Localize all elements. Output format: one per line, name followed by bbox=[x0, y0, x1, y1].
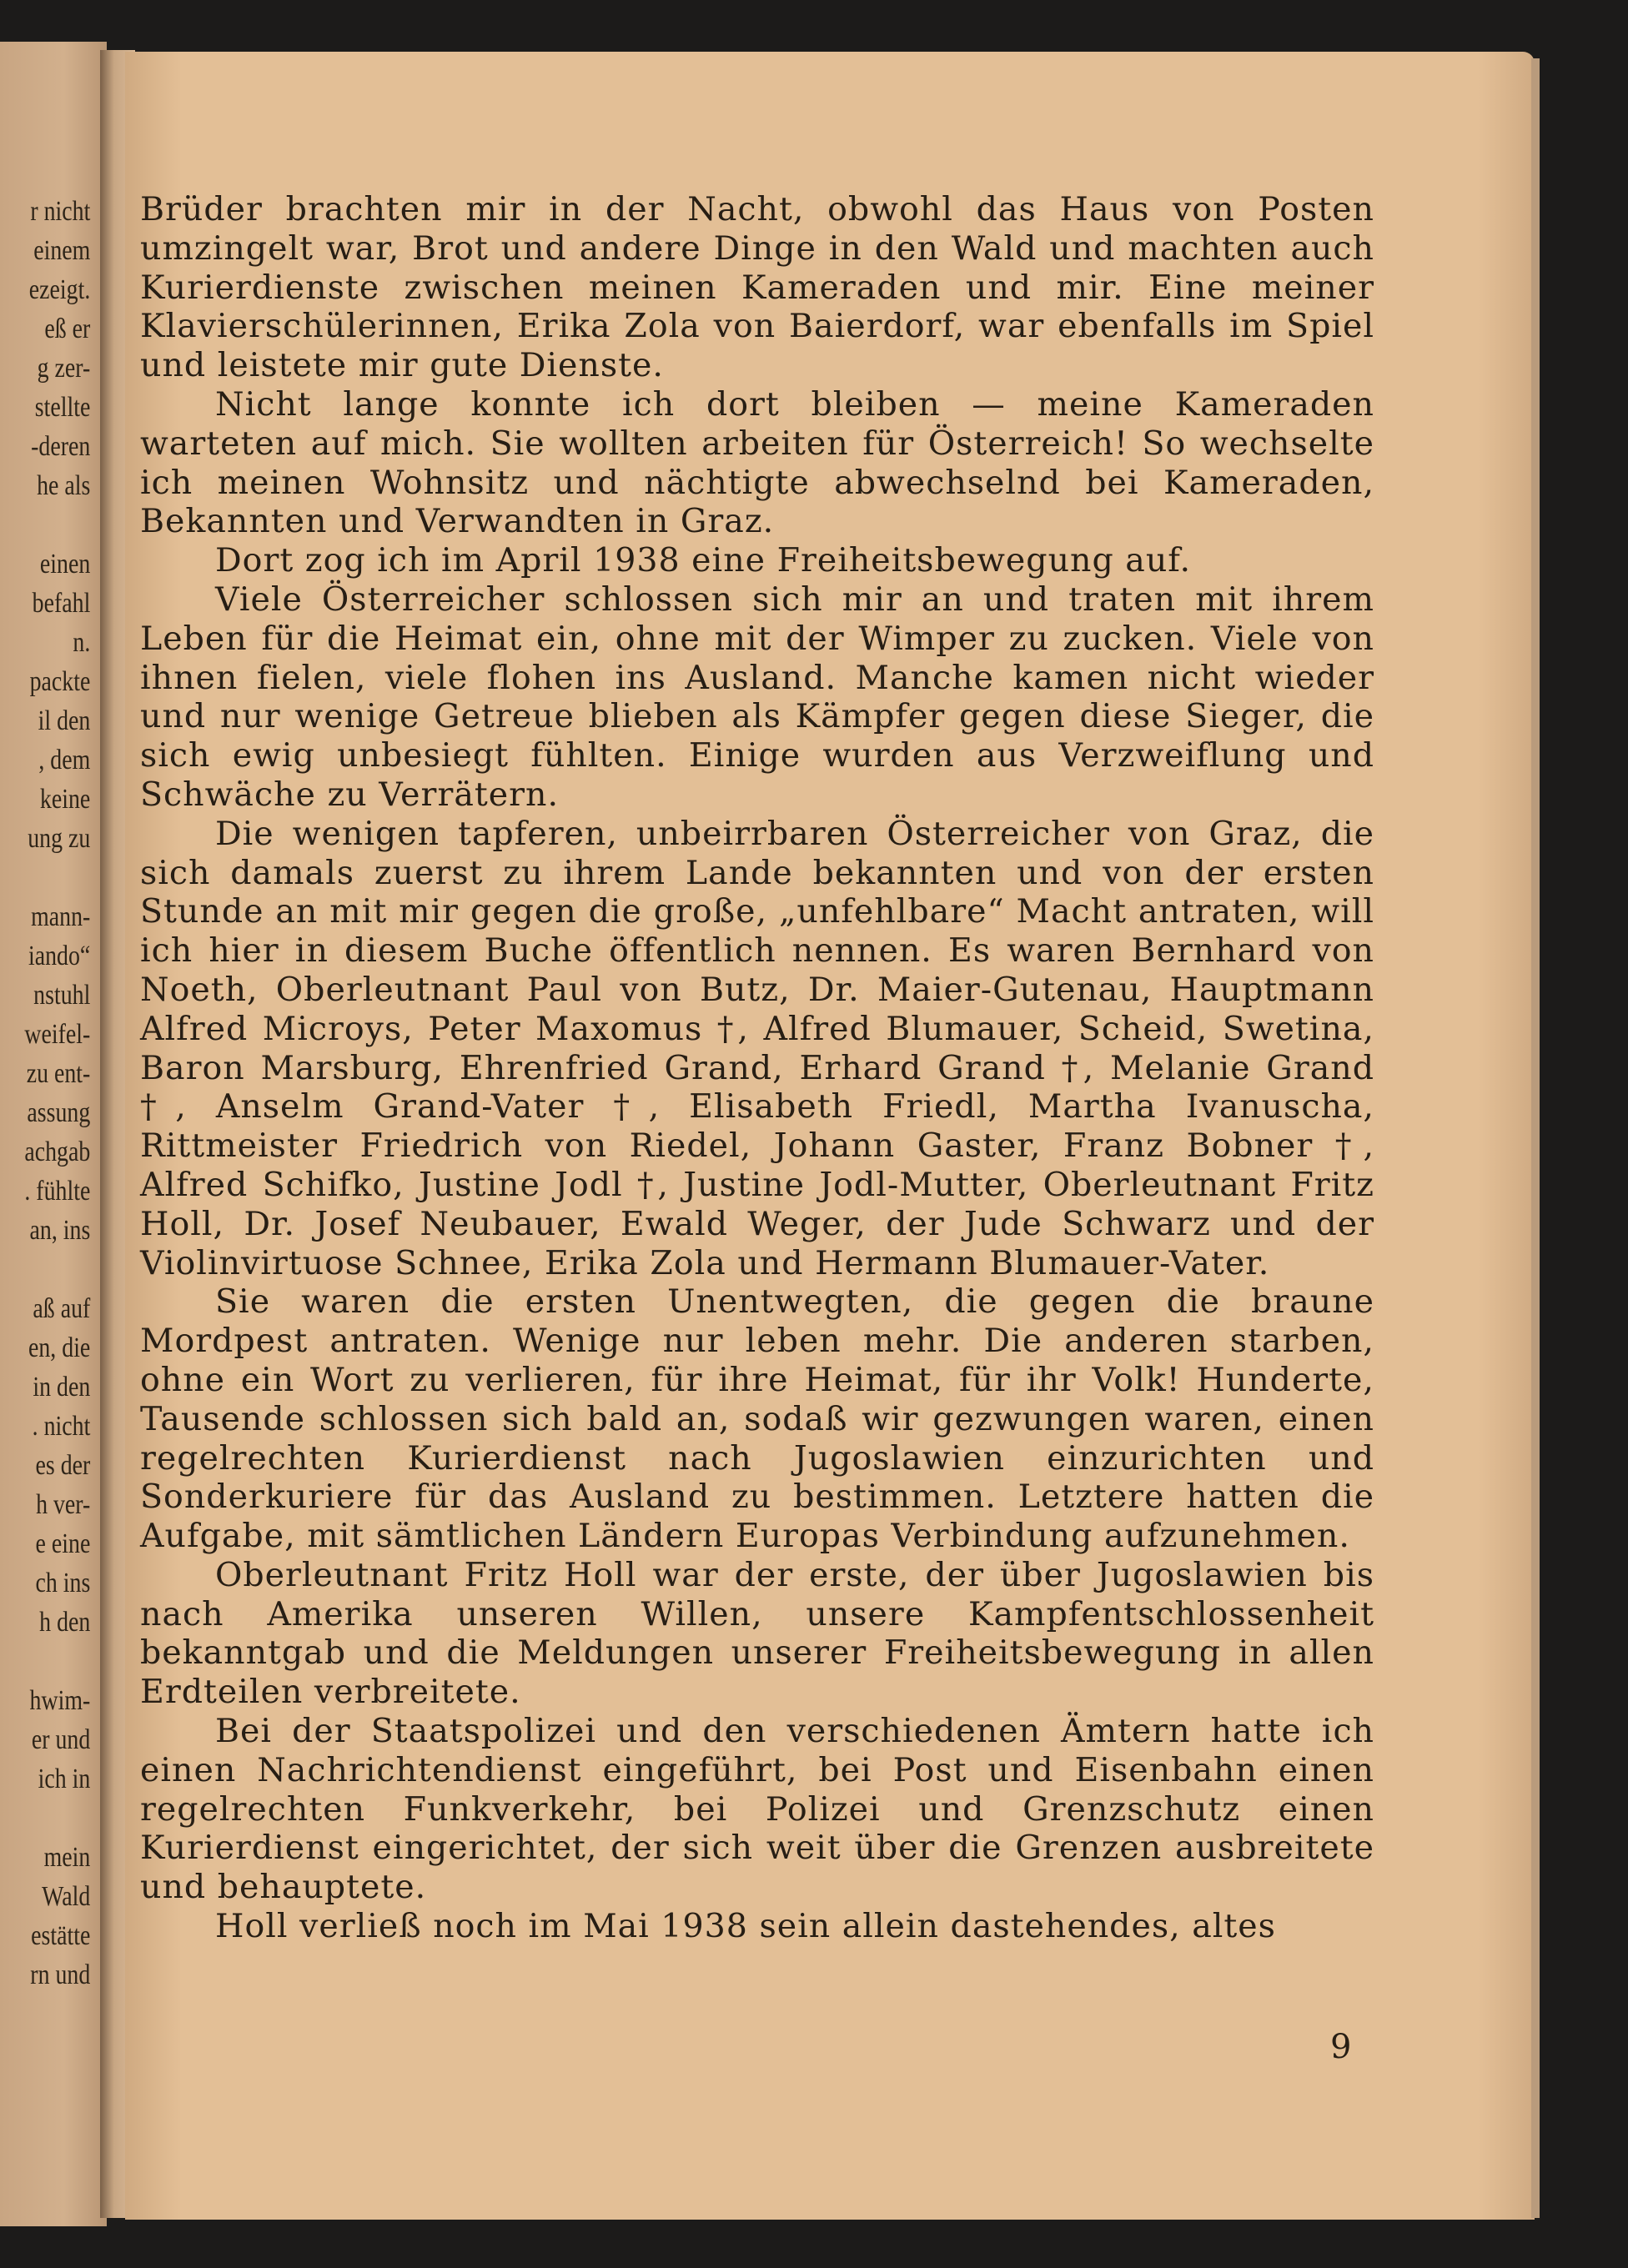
left-page-line: zu ent- bbox=[26, 1058, 91, 1089]
left-page-line: einem bbox=[33, 235, 91, 266]
left-page-line: g zer- bbox=[37, 353, 91, 384]
left-page-line: -deren bbox=[31, 431, 91, 462]
left-facing-page bbox=[0, 42, 107, 2226]
left-page-line: packte bbox=[29, 666, 91, 697]
paragraph-4: Viele Österreicher schlossen sich mir an und traten mit ihrem Leben für die Heimat ein, ohne mit der Wimper zu zucken. Viele von ihnen fielen, viele flohen ins Ausland. Manche kamen nicht wieder und nur wenige Getreue blieben als Kämpfer gegen diese Sieger, die sich ewig unbesiegt fühlten. Einige wurden aus Verzweiflung und Schwäche zu Verrätern. bbox=[140, 580, 1374, 814]
page-text bbox=[140, 190, 1374, 1946]
left-page-line: er und bbox=[31, 1724, 91, 1755]
left-page-line: . fühlte bbox=[24, 1176, 91, 1207]
page-edge bbox=[1531, 58, 1540, 2218]
left-page-line: Wald bbox=[42, 1881, 91, 1912]
left-page-line: einen bbox=[39, 549, 91, 580]
left-page-line: il den bbox=[38, 705, 91, 736]
paragraph-1: Brüder brachten mir in der Nacht, obwohl das Haus von Posten umzingelt war, Brot und andere Dinge in den Wald und machten auch Kurierdienste zwischen meinen Kameraden und mir. Eine meiner Klavierschülerinnen, Erika Zola von Baierdorf, war ebenfalls im Spiel und leistete mir gute Dienste. bbox=[140, 190, 1374, 385]
left-page-line: assung bbox=[27, 1097, 91, 1128]
paragraph-6: Sie waren die ersten Unentwegten, die gegen die braune Mordpest antraten. Wenige nur leben mehr. Die anderen starben, ohne ein Wort zu verlieren, für ihre Heimat, für ihr Volk! Hunderte, Tausende schlossen sich bald an, sodaß wir gezwungen waren, einen regelrechten Kurierdienst nach Jugoslawien einzurichten und Sonderkuriere für das Ausland zu bestimmen. Letztere hatten die Aufgabe, mit sämtlichen Ländern Europas Verbindung aufzunehmen. bbox=[140, 1282, 1374, 1556]
left-page-line: n. bbox=[73, 627, 91, 658]
paragraph-8: Bei der Staatspolizei und den verschiedenen Ämtern hatte ich einen Nachrichtendienst eingeführt, bei Post und Eisenbahn einen regelrechten Funkverkehr, bei Polizei und Grenzschutz einen Kurierdienst eingerichtet, der sich weit über die Grenzen ausbreitete und behauptete. bbox=[140, 1712, 1374, 1907]
paragraph-2: Nicht lange konnte ich dort bleiben — meine Kameraden warteten auf mich. Sie wollten arbeiten für Österreich! So wechselte ich meinen Wohnsitz und nächtigte abwechselnd bei Kameraden, Bekannten und Verwandten in Graz. bbox=[140, 384, 1374, 541]
left-page-line: estätte bbox=[31, 1920, 91, 1951]
left-page-line: mein bbox=[43, 1842, 91, 1873]
left-page-line: en, die bbox=[28, 1332, 91, 1363]
left-page-line: h ver- bbox=[36, 1489, 91, 1520]
left-page-line: ezeigt. bbox=[28, 274, 91, 305]
left-page-line: hwim- bbox=[29, 1685, 91, 1716]
page-number: 9 bbox=[1330, 2028, 1352, 2066]
left-page-line: ich in bbox=[38, 1764, 91, 1794]
left-page-text-fragments bbox=[0, 192, 107, 1995]
left-page-line: e eine bbox=[35, 1528, 91, 1559]
left-page-line: keine bbox=[39, 784, 91, 815]
left-page-line: . nicht bbox=[32, 1411, 91, 1442]
left-page-line: befahl bbox=[32, 588, 91, 619]
left-page-line: aß auf bbox=[33, 1293, 91, 1324]
paragraph-3: Dort zog ich im April 1938 eine Freiheitsbewegung auf. bbox=[215, 541, 1192, 580]
left-page-line: ch ins bbox=[35, 1568, 91, 1598]
paragraph-7: Oberleutnant Fritz Holl war der erste, der über Jugoslawien bis nach Amerika unseren Willen, unsere Kampfentschlossenheit bekanntgab und die Meldungen unserer Freiheitsbewegung in allen Erdteilen verbreitete. bbox=[140, 1555, 1374, 1712]
left-page-line: in den bbox=[33, 1372, 91, 1402]
left-page-line: iando“ bbox=[28, 941, 91, 971]
left-page-line: ung zu bbox=[28, 823, 91, 854]
left-page-line: eß er bbox=[44, 314, 91, 344]
left-page-line: an, ins bbox=[29, 1215, 91, 1246]
left-page-line: h den bbox=[39, 1607, 91, 1638]
left-page-line: mann- bbox=[31, 901, 91, 932]
right-page bbox=[125, 52, 1535, 2220]
left-page-line: he als bbox=[37, 470, 91, 501]
left-page-line: achgab bbox=[24, 1137, 91, 1167]
left-page-line: r nicht bbox=[30, 196, 91, 227]
paragraph-9: Holl verließ noch im Mai 1938 sein allein dastehendes, altes bbox=[215, 1907, 1276, 1946]
left-page-line: es der bbox=[35, 1450, 91, 1481]
left-page-line: weifel- bbox=[24, 1019, 91, 1050]
left-page-line: , dem bbox=[38, 745, 91, 775]
left-page-line: nstuhl bbox=[33, 980, 91, 1011]
left-page-line: rn und bbox=[30, 1959, 91, 1990]
left-page-line: stellte bbox=[34, 392, 91, 423]
paragraph-5: Die wenigen tapferen, unbeirrbaren Österreicher von Graz, die sich damals zuerst zu ihrem Lande bekannten und von der ersten Stunde an mit mir gegen die große, „unfehlbare“ Macht antraten, will ich hier in diesem Buche öffentlich nennen. Es waren Bernhard von Noeth, Oberleutnant Paul von Butz, Dr. Maier-Gutenau, Hauptmann Alfred Microys, Peter Maxomus †, Alfred Blumauer, Scheid, Swetina, Baron Marsburg, Ehrenfried Grand, Erhard Grand †, Melanie Grand †, Anselm Grand-Vater †, Elisabeth Friedl, Martha Ivanuscha, Rittmeister Friedrich von Riedel, Johann Gaster, Franz Bobner †, Alfred Schifko, Justine Jodl †, Justine Jodl-Mutter, Oberleutnant Fritz Holl, Dr. Josef Neubauer, Ewald Weger, der Jude Schwarz und der Violinvirtuose Schnee, Erika Zola und Hermann Blumauer-Vater. bbox=[140, 814, 1374, 1282]
